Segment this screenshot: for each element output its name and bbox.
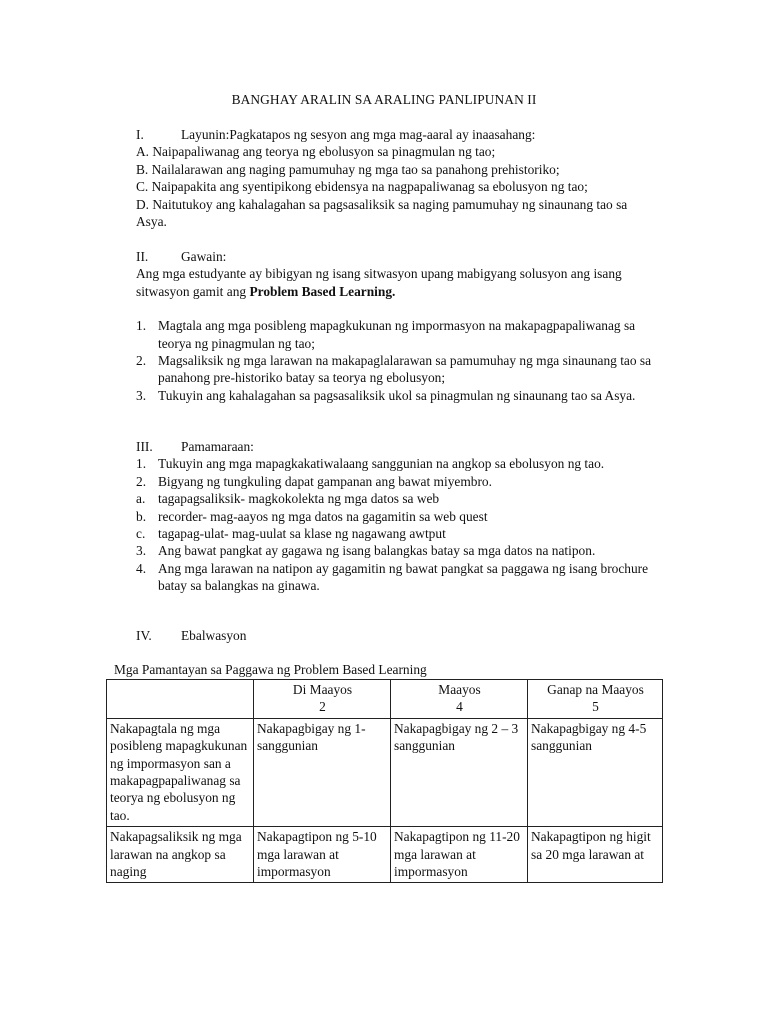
list-marker: 2. bbox=[136, 473, 147, 489]
section-number: II. bbox=[136, 249, 149, 264]
objective-item: A. Naipapaliwanag ang teorya ng ebolusyon sa pinagmulan ng tao; bbox=[136, 144, 496, 160]
list-item-text: Tukuyin ang kahalagahan sa pagsasaliksik ukol sa pinagmulan ng sinaunang tao sa Asya. bbox=[158, 387, 636, 403]
activity-intro-text: Ang mga estudyante ay bibigyan ng isang sitwasyon upang mabigyang solusyon ang isang sitwasyon gamit ang bbox=[136, 266, 622, 299]
section-heading bbox=[136, 627, 656, 644]
list-marker: c. bbox=[136, 526, 146, 542]
section-layunin bbox=[136, 126, 656, 230]
section-label: Pamamaraan: bbox=[181, 439, 254, 454]
rubric-criterion-cell: Nakapagtala ng mga posibleng mapagkukunan ng impormasyon san a makapagpapaliwanag sa teorya ng ebolusyon ng tao. bbox=[107, 718, 254, 826]
list-marker: 1. bbox=[136, 456, 147, 472]
list-item bbox=[136, 455, 656, 472]
list-item bbox=[136, 352, 656, 387]
section-number: I. bbox=[136, 127, 144, 142]
list-item-text: Bigyang ng tungkuling dapat gampanan ang bawat miyembro. bbox=[158, 473, 492, 489]
list-item bbox=[136, 560, 656, 595]
rubric-cell bbox=[254, 827, 391, 883]
section-label: Ebalwasyon bbox=[181, 628, 247, 643]
section-gawain bbox=[136, 248, 656, 404]
list-item-text: recorder- mag-aayos ng mga datos na gagamitin sa web quest bbox=[158, 508, 488, 524]
list-item-text: Magsaliksik ng mga larawan na makapaglalarawan sa pamumuhay ng mga sinaunang tao sa panahong pre-historiko batay sa teorya ng ebolusyon; bbox=[158, 353, 652, 386]
header-score: 5 bbox=[592, 699, 599, 715]
rubric-caption: Mga Pamantayan sa Paggawa ng Problem Based Learning bbox=[114, 662, 427, 677]
rubric-cell: Nakapagbigay ng 2 – 3 sanggunian bbox=[391, 718, 528, 826]
document-title: BANGHAY ARALIN SA ARALING PANLIPUNAN II bbox=[231, 92, 537, 107]
list-item bbox=[136, 490, 656, 507]
list-item-text: Magtala ang mga posibleng mapagkukunan ng impormasyon na makapagpapaliwanag sa teorya ng pinagmulan ng tao; bbox=[158, 318, 636, 351]
list-item bbox=[136, 508, 656, 525]
rubric-criterion-cell bbox=[107, 827, 254, 883]
rubric-header-ganap-na-maayos bbox=[528, 680, 663, 719]
section-pamamaraan bbox=[136, 438, 656, 595]
list-marker: 1. bbox=[136, 318, 147, 334]
objective-item: B. Nailalarawan ang naging pamumuhay ng mga tao sa panahong prehistoriko; bbox=[136, 161, 560, 177]
cell-text: Nakapagtipon ng higit sa 20 mga larawan at bbox=[531, 829, 651, 862]
rubric-cell bbox=[391, 827, 528, 883]
section-number: III. bbox=[136, 439, 153, 454]
table-row bbox=[107, 718, 663, 826]
section-heading bbox=[136, 438, 656, 455]
list-item bbox=[136, 317, 656, 352]
list-marker: 3. bbox=[136, 543, 147, 559]
list-item-text: tagapag-ulat- mag-uulat sa klase ng nagawang awtput bbox=[158, 526, 446, 542]
rubric-cell: Nakapagbigay ng 4-5 sanggunian bbox=[528, 718, 663, 826]
header-score: 2 bbox=[319, 699, 326, 715]
list-marker: 4. bbox=[136, 560, 147, 576]
rubric-table bbox=[106, 679, 663, 883]
section-label: Layunin:Pagkatapos ng sesyon ang mga mag-aaral ay inaasahang: bbox=[181, 127, 536, 142]
list-marker: b. bbox=[136, 508, 147, 524]
header-label: Di Maayos bbox=[292, 682, 353, 697]
procedure-list bbox=[136, 455, 656, 594]
activity-intro bbox=[136, 265, 656, 300]
section-ebalwasyon bbox=[136, 627, 656, 644]
list-item bbox=[136, 542, 656, 559]
list-item-text: Ang mga larawan na natipon ay gagamitin ng bawat pangkat sa paggawa ng isang brochure batay sa balangkas na ginawa. bbox=[158, 560, 649, 594]
section-heading bbox=[136, 126, 656, 143]
activity-list bbox=[136, 317, 656, 404]
objective-item: C. Naipapakita ang syentipikong ebidensya na nagpapaliwanag sa ebolusyon ng tao; bbox=[136, 179, 588, 195]
rubric-header-di-maayos bbox=[254, 680, 391, 719]
header-label: Ganap na Maayos bbox=[547, 682, 644, 697]
cell-text: Nakapagsaliksik ng mga larawan na angkop sa naging bbox=[110, 829, 242, 880]
rubric-header-criteria bbox=[107, 680, 254, 719]
list-item-text: Ang bawat pangkat ay gagawa ng isang balangkas batay sa mga datos na natipon. bbox=[158, 543, 596, 559]
cell-text: Nakapagtipon ng 11-20 mga larawan at impormasyon bbox=[394, 829, 520, 880]
rubric-cell bbox=[528, 827, 663, 883]
list-item bbox=[136, 387, 656, 404]
list-marker: 2. bbox=[136, 353, 147, 369]
activity-intro-bold: Problem Based Learning. bbox=[249, 283, 396, 299]
cell-text: Nakapagtipon ng 5-10 mga larawan at impormasyon bbox=[257, 829, 377, 880]
rubric-cell: Nakapagbigay ng 1-sanggunian bbox=[254, 718, 391, 826]
header-label: Maayos bbox=[438, 682, 481, 697]
objective-item: D. Naitutukoy ang kahalagahan sa pagsasaliksik sa naging pamumuhay ng sinaunang tao sa Asya. bbox=[136, 196, 628, 230]
rubric-header-maayos bbox=[391, 680, 528, 719]
section-heading bbox=[136, 248, 656, 265]
list-item-text: Tukuyin ang mga mapagkakatiwalaang sanggunian na angkop sa ebolusyon ng tao. bbox=[158, 456, 605, 472]
list-marker: 3. bbox=[136, 387, 147, 403]
list-item-text: tagapagsaliksik- magkokolekta ng mga datos sa web bbox=[158, 491, 440, 507]
list-item bbox=[136, 473, 656, 490]
table-row bbox=[107, 827, 663, 883]
section-number: IV. bbox=[136, 628, 152, 643]
rubric-header-row bbox=[107, 680, 663, 719]
section-label: Gawain: bbox=[181, 249, 227, 264]
list-item bbox=[136, 525, 656, 542]
header-score: 4 bbox=[456, 699, 463, 715]
list-marker: a. bbox=[136, 491, 146, 507]
